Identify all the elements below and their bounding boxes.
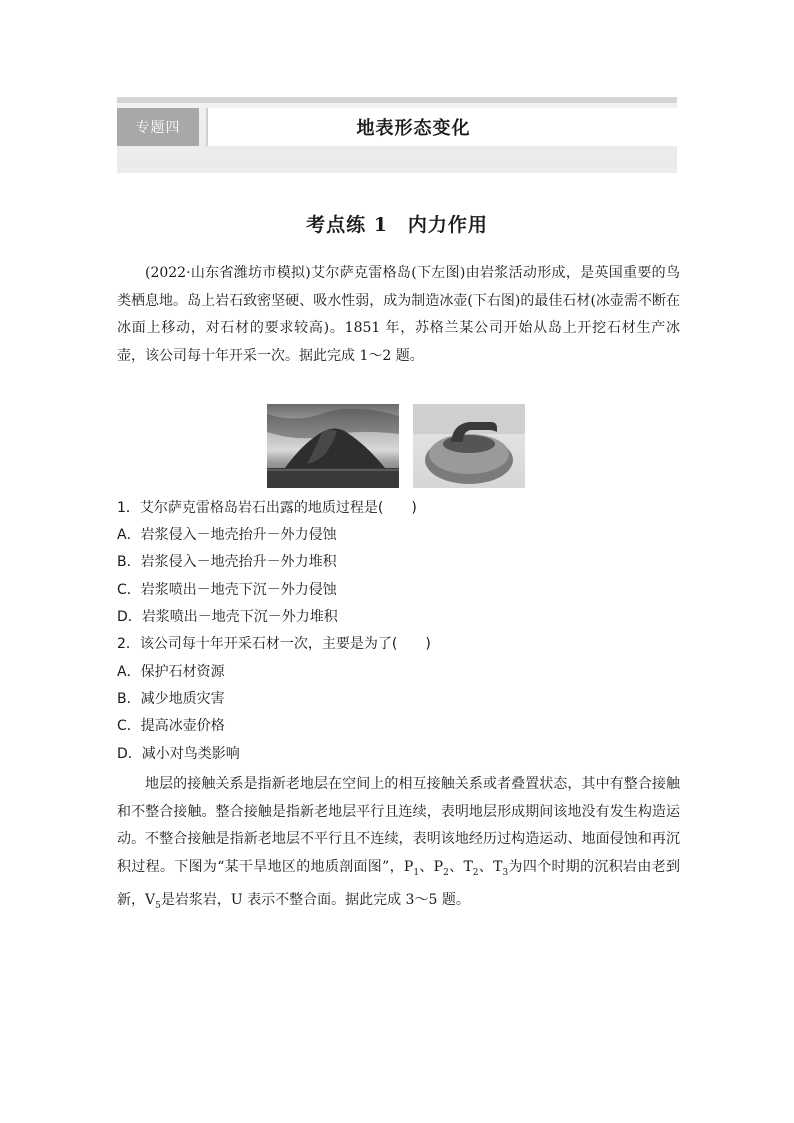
question-1-option-a: A．岩浆侵入－地壳抬升－外力侵蚀 — [117, 527, 337, 543]
curling-stone-illustration — [413, 404, 525, 488]
question-1-option-d: D．岩浆喷出－地壳下沉－外力堆积 — [117, 609, 338, 625]
question-1-option-b: B．岩浆侵入－地壳抬升－外力堆积 — [117, 554, 337, 570]
topic-title: 地表形态变化 — [356, 118, 471, 139]
header-bottom-line — [117, 167, 677, 173]
header-top-line — [117, 97, 677, 103]
island-photo — [267, 404, 399, 488]
question-2-stem: 2．该公司每十年开采石材一次，主要是为了( ) — [117, 636, 431, 652]
topic-title-box — [206, 108, 679, 146]
question-2-option-c: C．提高冰壶价格 — [117, 718, 225, 734]
question-2-option-a: A．保护石材资源 — [117, 664, 225, 680]
question-1-option-c: C．岩浆喷出－地壳下沉－外力侵蚀 — [117, 582, 337, 598]
intro-paragraph: (2022·山东省潍坊市模拟)艾尔萨克雷格岛(下左图)由岩浆活动形成，是英国重要的鸟类栖息地。岛上岩石致密坚硬、吸水性弱，成为制造冰壶(下右图)的最佳石材(冰壶需不断在冰面上移动，对石材的要求较高)。1851 年，苏格兰某公司开始从岛上开挖石材生产冰壶，该公司每十年开采一次。据此完成 1～2 题。 — [117, 265, 680, 364]
question-2-option-b: B．减少地质灾害 — [117, 691, 225, 707]
section-title: 考点练 1 内力作用 — [306, 214, 488, 236]
passage-2: 地层的接触关系是指新老地层在空间上的相互接触关系或者叠置状态，其中有整合接触和不整合接触。整合接触是指新老地层平行且连续，表明地层形成期间该地没有发生构造运动。不整合接触是指新老地层不平行且不连续，表明该地经历过构造运动、地面侵蚀和再沉积过程。下图为“某干旱地区的地质剖面图”，$P_1$、$P_2$、$T_2$、$T_3$为四个时期的沉积岩由老到新，$V_5$是岩浆岩，U 表示不整合面。据此完成 3～5 题。 — [117, 776, 680, 911]
question-2-option-d: D．减小对鸟类影响 — [117, 746, 240, 762]
curling-stone-photo — [413, 404, 525, 488]
question-1-stem: 1．艾尔萨克雷格岛岩石出露的地质过程是( ) — [117, 500, 417, 516]
topic-tag: 专题四 — [117, 108, 199, 146]
island-illustration — [267, 404, 399, 488]
